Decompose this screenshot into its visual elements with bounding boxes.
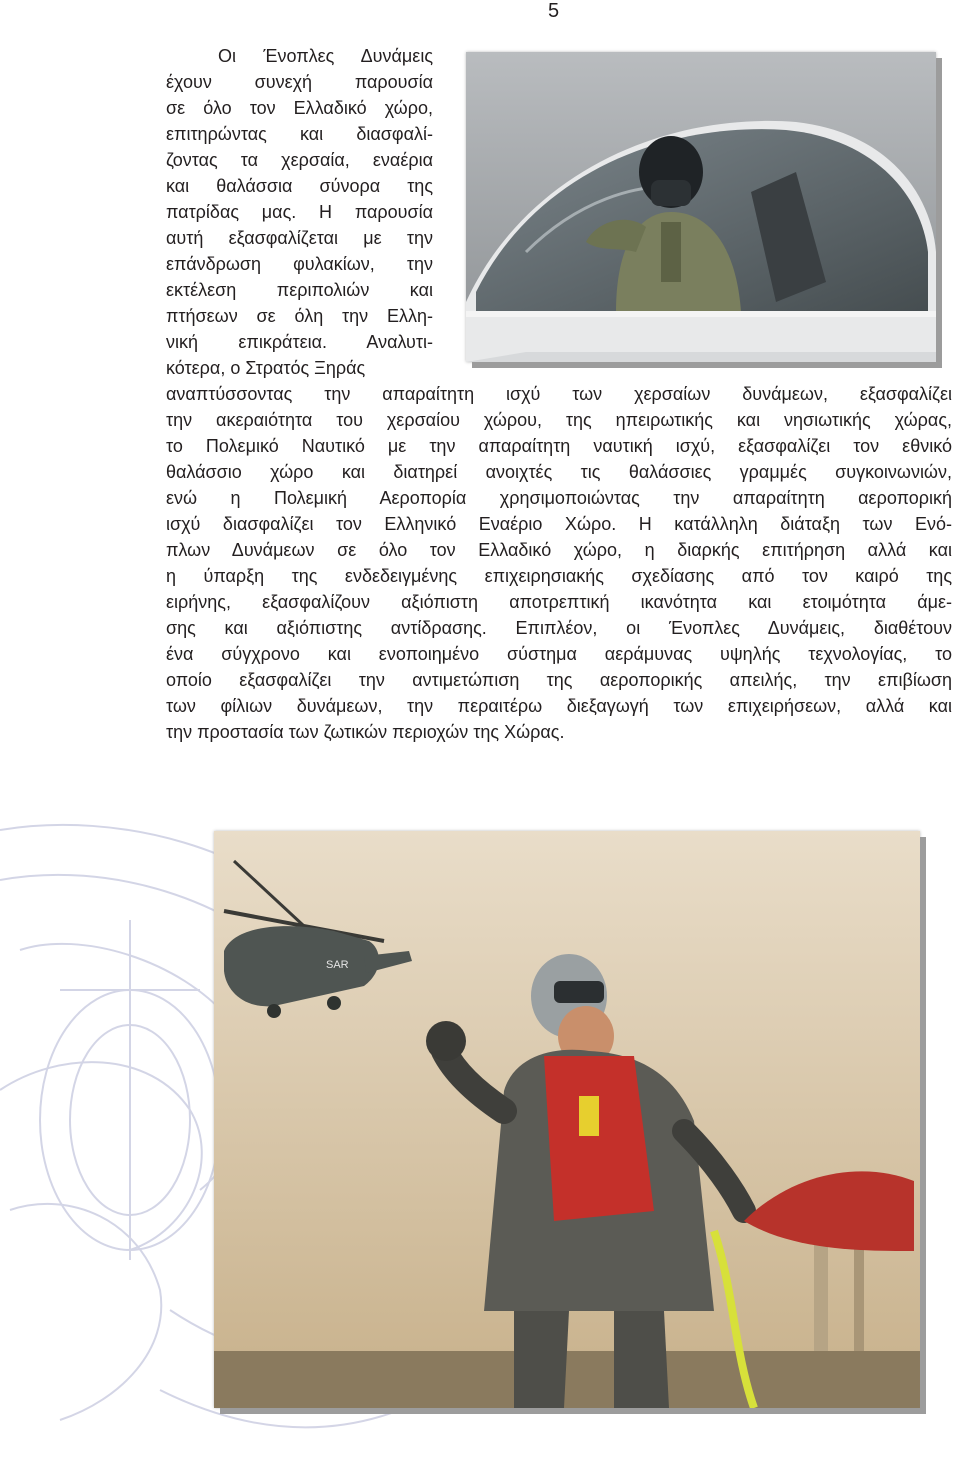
- rescue-crew-photo: [214, 831, 920, 1408]
- text-line: των φίλιων δυνάμεων, την περαιτέρω διεξαγωγή των επιχειρήσεων, αλλά και: [166, 696, 952, 716]
- text-line: σης και αξιόπιστης αντίδρασης. Επιπλέον, οι Ένοπλες Δυνάμεις, διαθέτουν: [166, 618, 952, 638]
- text-line: πατρίδας μας. Η παρουσία: [166, 202, 433, 222]
- helicopter-marking-text: SAR: [326, 959, 349, 971]
- text-line: το Πολεμικό Ναυτικό με την απαραίτητη ναυτική ισχύ, εξασφαλίζει τον εθνικό: [166, 436, 952, 456]
- text-line: θαλάσσιο χώρο και διατηρεί ανοιχτές τις θαλάσσιες γραμμές συγκοινωνιών,: [166, 462, 952, 482]
- pilot-cockpit-illustration: [466, 52, 936, 362]
- text-line: οποίο εξασφαλίζει την αντιμετώπιση της αεροπορικής απειλής, την επιβίωση: [166, 670, 952, 690]
- page-number: 5: [548, 0, 560, 22]
- text-line: ειρήνης, εξασφαλίζουν αξιόπιστη αποτρεπτική ικανότητα και ετοιμότητα άμε-: [166, 592, 952, 612]
- rescue-crew-illustration: [214, 831, 920, 1408]
- text-line: κότερα, ο Στρατός Ξηράς: [166, 358, 366, 378]
- text-line: νική επικράτεια. Αναλυτι-: [166, 332, 433, 352]
- text-line: η ύπαρξη της ενδεδειγμένης επιχειρησιακής σχεδίασης από τον καιρό της: [166, 566, 952, 586]
- text-line: αναπτύσσοντας την απαραίτητη ισχύ των χερσαίων δυνάμεων, εξασφαλίζει: [166, 384, 952, 404]
- pilot-cockpit-photo: [466, 52, 936, 362]
- text-line: επιτηρώντας και διασφαλί-: [166, 124, 433, 144]
- text-line: εκτέλεση περιπολιών και: [166, 280, 433, 300]
- text-line: σε όλο τον Ελλαδικό χώρο,: [166, 98, 433, 118]
- text-line: ένα σύγχρονο και ενοποιημένο σύστημα αεράμυνας υψηλής τεχνολογίας, το: [166, 644, 952, 664]
- text-line: και θαλάσσια σύνορα της: [166, 176, 433, 196]
- text-line: πτήσεων σε όλη την Ελλη-: [166, 306, 433, 326]
- text-line: ισχύ διασφαλίζει τον Ελληνικό Εναέριο Χώρο. Η κατάλληλη διάταξη των Ενό-: [166, 514, 952, 534]
- text-line: έχουν συνεχή παρουσία: [166, 72, 433, 92]
- text-line: επάνδρωση φυλακίων, την: [166, 254, 433, 274]
- text-line: πλων Δυνάμεων σε όλο τον Ελλαδικό χώρο, η διαρκής επιτήρηση αλλά και: [166, 540, 952, 560]
- text-line: την προστασία των ζωτικών περιοχών της Χώρας.: [166, 722, 565, 742]
- text-line: Οι Ένοπλες Δυνάμεις: [218, 46, 433, 66]
- text-line: ζοντας τα χερσαία, εναέρια: [166, 150, 433, 170]
- text-line: αυτή εξασφαλίζεται με την: [166, 228, 433, 248]
- text-line: την ακεραιότητα του χερσαίου χώρου, της ηπειρωτικής και νησιωτικής χώρας,: [166, 410, 952, 430]
- text-line: ενώ η Πολεμική Αεροπορία χρησιμοποιώντας την απαραίτητη αεροπορική: [166, 488, 952, 508]
